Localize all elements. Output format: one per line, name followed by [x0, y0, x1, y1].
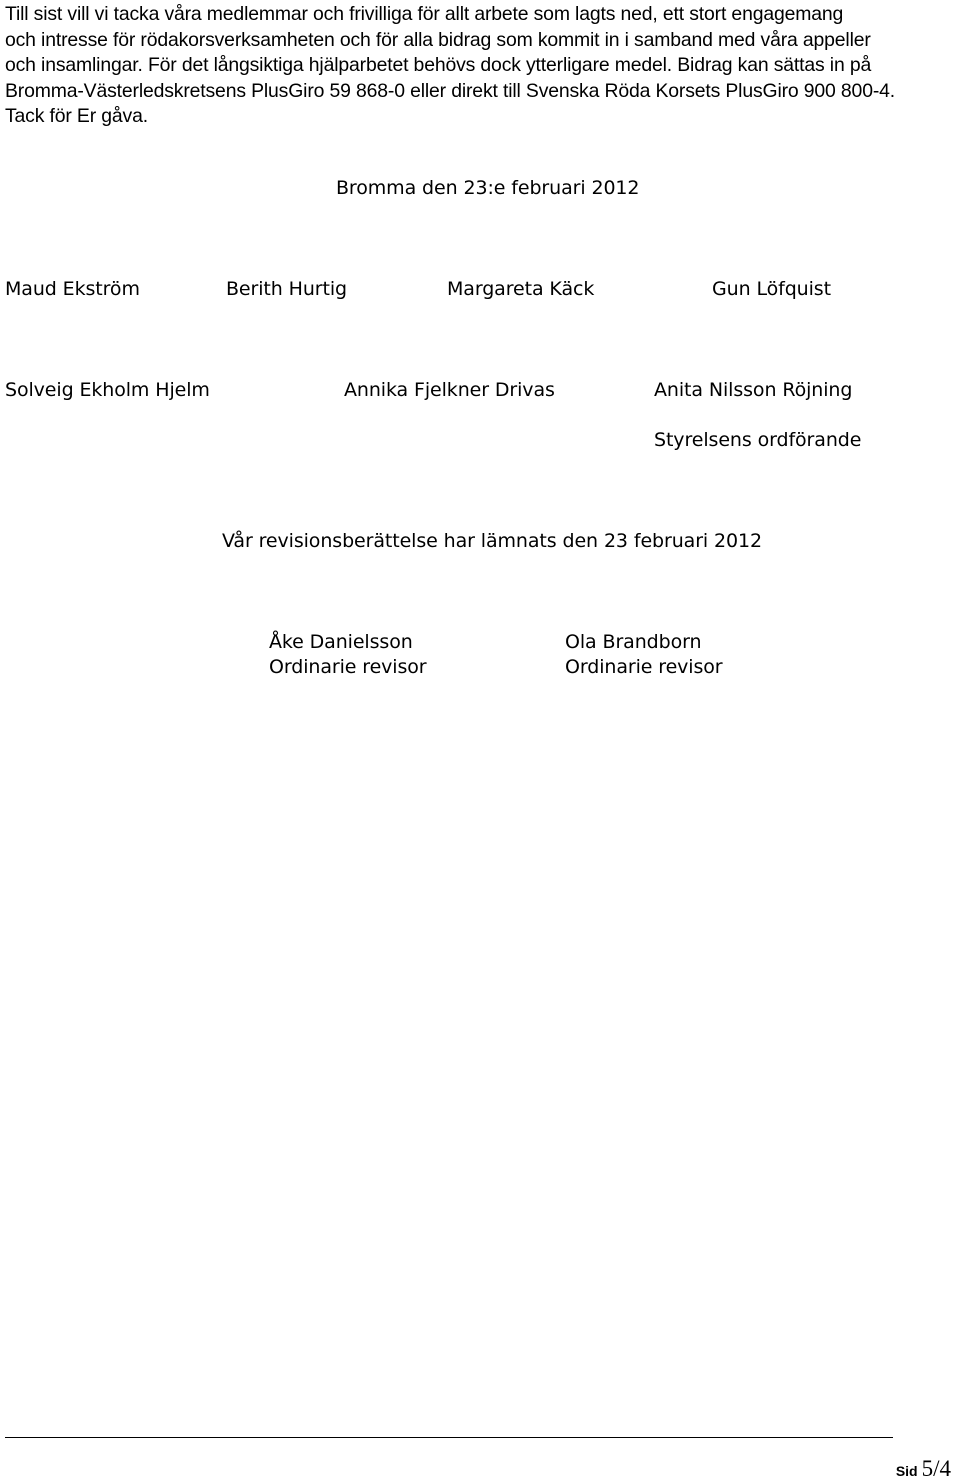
chair-title: Styrelsens ordförande: [654, 429, 862, 451]
signatory-name: Anita Nilsson Röjning: [654, 379, 853, 401]
place-date: Bromma den 23:e februari 2012: [336, 177, 640, 199]
signatory-name: Maud Ekström: [5, 278, 140, 300]
signatory-name: Berith Hurtig: [226, 278, 347, 300]
paragraph-line: Tack för Er gåva.: [5, 105, 148, 127]
auditor-name: Ola Brandborn: [565, 631, 702, 653]
auditor-name: Åke Danielsson: [269, 631, 413, 653]
paragraph-line: Till sist vill vi tacka våra medlemmar och frivilliga för allt arbete som lagts ned, ett stort engagemang: [5, 3, 844, 25]
footer-divider: [5, 1437, 893, 1438]
auditor-role: Ordinarie revisor: [565, 656, 723, 678]
closing-paragraph: [5, 2, 960, 130]
paragraph-line: och intresse för rödakorsverksamheten och för alla bidrag som kommit in i samband med våra appeller: [5, 28, 871, 51]
signatory-name: Solveig Ekholm Hjelm: [5, 379, 210, 401]
auditor-role: Ordinarie revisor: [269, 656, 427, 678]
audit-statement: Vår revisionsberättelse har lämnats den 23 februari 2012: [222, 530, 762, 552]
page-label: Sid: [895, 1463, 918, 1479]
page-number-value: 5/4: [921, 1456, 951, 1481]
paragraph-line: och insamlingar. För det långsiktiga hjälparbetet behövs dock ytterligare medel. Bidrag kan sättas in på: [5, 54, 872, 76]
signatory-name: Gun Löfquist: [712, 278, 831, 300]
page-number: [896, 1456, 951, 1482]
paragraph-line: Bromma-Västerledskretsens PlusGiro 59 868-0 eller direkt till Svenska Röda Korsets PlusGiro 900 800-4.: [5, 79, 896, 102]
signatory-name: Margareta Käck: [447, 278, 595, 300]
signatory-name: Annika Fjelkner Drivas: [344, 379, 555, 401]
